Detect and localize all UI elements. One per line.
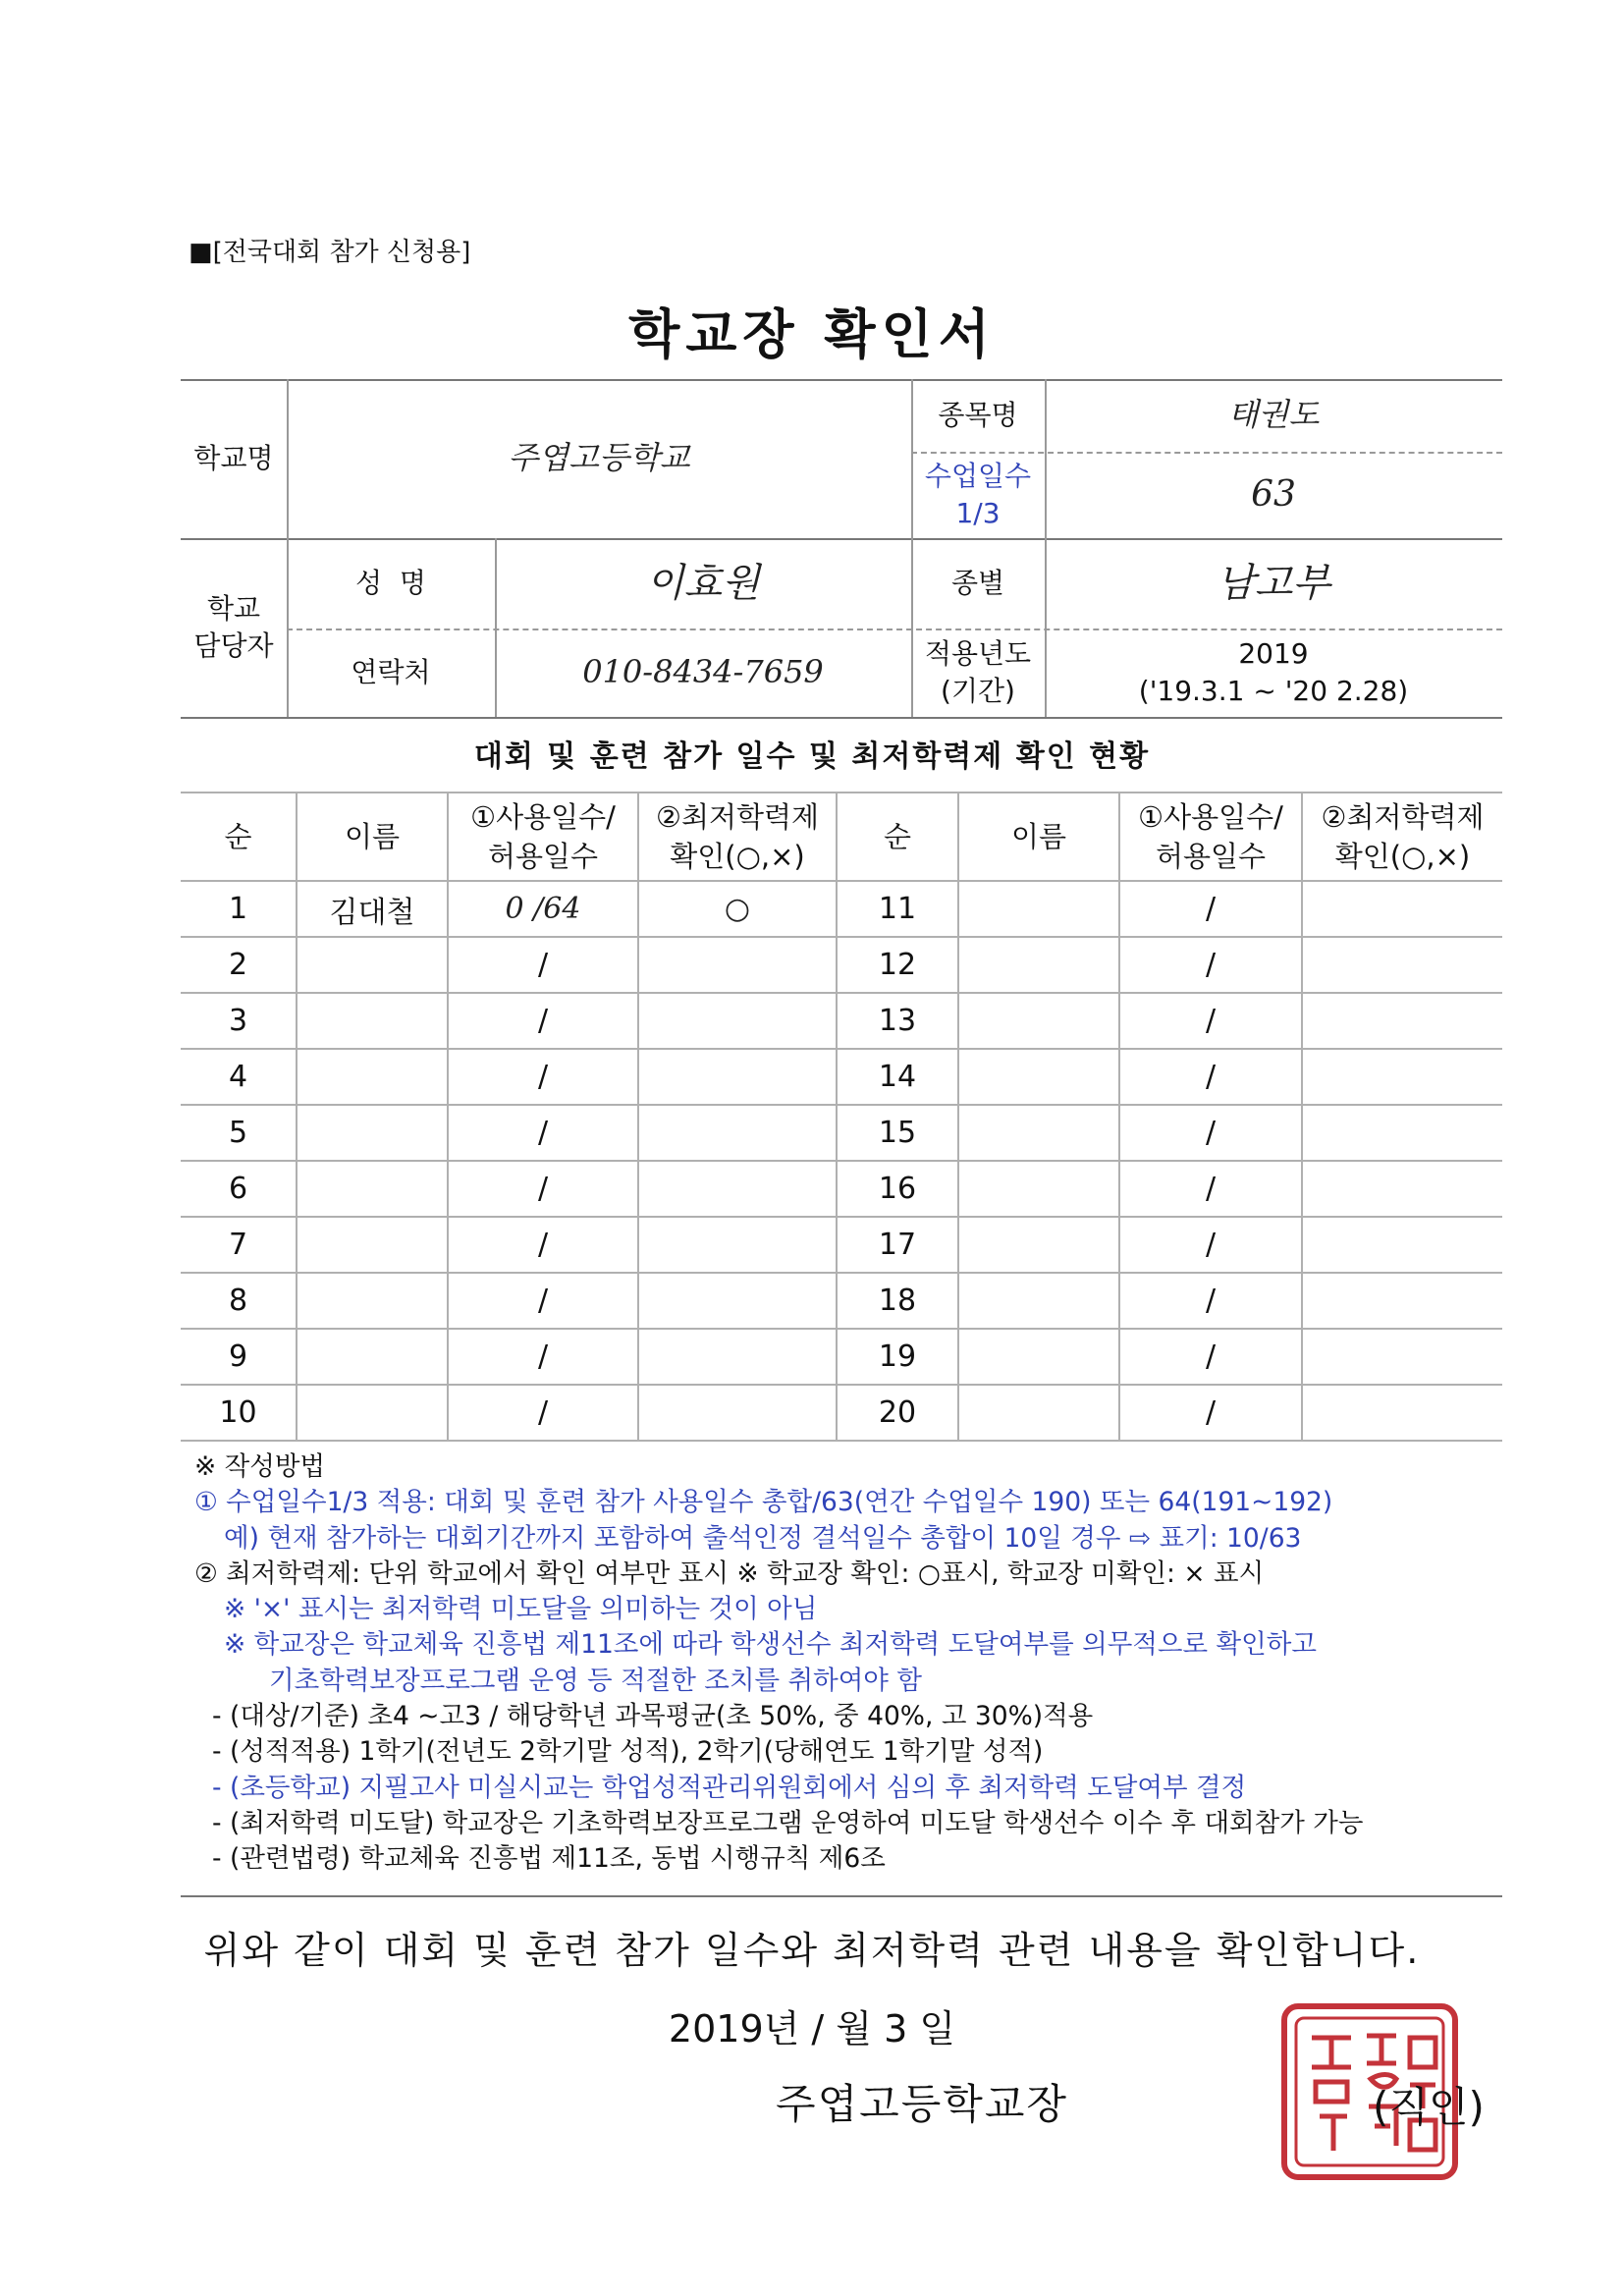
row-check [1302, 1385, 1502, 1441]
row-no: 3 [181, 993, 297, 1049]
col-name-2: 이름 [958, 793, 1119, 881]
col-no: 순 [181, 793, 297, 881]
row-check [638, 937, 837, 993]
row-name [297, 1385, 448, 1441]
seal-label: (직인) [1373, 2083, 1485, 2131]
row-no: 14 [837, 1049, 958, 1105]
row-no: 2 [181, 937, 297, 993]
phone-value: 010-8434-7659 [582, 653, 824, 691]
table-row [181, 881, 1502, 937]
row-days: / [448, 1049, 638, 1105]
category-value: 남고부 [1217, 561, 1330, 606]
row-days: / [1119, 1329, 1302, 1385]
row-name [958, 937, 1119, 993]
row-days: / [448, 1329, 638, 1385]
info-table [181, 379, 1502, 717]
table-row [181, 1161, 1502, 1217]
row-check [638, 1105, 837, 1161]
row-name [297, 937, 448, 993]
instruction-line: ② 최저학력제: 단위 학교에서 확인 여부만 표시 ※ 학교장 확인: ○표시, 학교장 미확인: × 표시 [194, 1558, 1265, 1589]
table-header-row [181, 793, 1502, 881]
row-name [297, 1161, 448, 1217]
row-days: / [448, 1105, 638, 1161]
sport-label: 종목명 [938, 399, 1018, 432]
row-days: / [448, 1217, 638, 1273]
row-name [297, 1273, 448, 1329]
instruction-line: ※ 작성방법 [194, 1451, 326, 1482]
row-days: / [448, 1161, 638, 1217]
row-no: 12 [837, 937, 958, 993]
row-days: / [448, 1385, 638, 1441]
table-row [181, 993, 1502, 1049]
row-check [1302, 1329, 1502, 1385]
name-value: 이효원 [646, 561, 760, 606]
table-row [181, 1049, 1502, 1105]
row-no: 6 [181, 1161, 297, 1217]
row-no: 5 [181, 1105, 297, 1161]
row-check [638, 1273, 837, 1329]
row-no: 19 [837, 1329, 958, 1385]
row-name [958, 881, 1119, 937]
row-days: / [448, 937, 638, 993]
school-name-label: 학교명 [193, 442, 274, 475]
row-days: / [1119, 1273, 1302, 1329]
row-no: 11 [837, 881, 958, 937]
row-days: / [1119, 1217, 1302, 1273]
row-check [1302, 1217, 1502, 1273]
row-days: / [448, 993, 638, 1049]
row-days: / [1119, 1105, 1302, 1161]
row-name [297, 1105, 448, 1161]
row-name [297, 1329, 448, 1385]
instruction-line: ※ 학교장은 학교체육 진흥법 제11조에 따라 학생선수 최저학력 도달여부를 의무적으로 확인하고 [224, 1629, 1317, 1661]
page-title: 학교장 확인서 [628, 303, 996, 365]
date: 2019년 / 월 3 일 [668, 2007, 956, 2050]
row-name [297, 1049, 448, 1105]
row-no: 1 [181, 881, 297, 937]
row-no: 10 [181, 1385, 297, 1441]
col-no-2: 순 [837, 793, 958, 881]
row-no: 17 [837, 1217, 958, 1273]
col-name: 이름 [297, 793, 448, 881]
row-check: ○ [638, 881, 837, 937]
principal-name: 주엽고등학교장 [776, 2080, 1069, 2128]
table-row [181, 1217, 1502, 1273]
instruction-line: - (대상/기준) 초4 ~고3 / 해당학년 과목평균(초 50%, 중 40%, 고 30%)적용 [212, 1701, 1094, 1732]
row-days: / [1119, 1161, 1302, 1217]
row-check [1302, 1161, 1502, 1217]
row-name [958, 1217, 1119, 1273]
row-no: 15 [837, 1105, 958, 1161]
category-label: 종별 [950, 567, 1005, 600]
participation-table [181, 792, 1502, 1442]
phone-label: 연락처 [351, 656, 431, 689]
contact-person-label: 학교 담당자 [193, 592, 274, 662]
name-label: 성 명 [355, 567, 426, 600]
row-name [297, 993, 448, 1049]
row-no: 8 [181, 1273, 297, 1329]
sport-value: 태권도 [1227, 396, 1320, 434]
document-tag: ■[전국대회 참가 신청용] [189, 238, 471, 267]
row-no: 13 [837, 993, 958, 1049]
row-name [958, 1049, 1119, 1105]
row-name [958, 1105, 1119, 1161]
instruction-line: 기초학력보장프로그램 운영 등 적절한 조치를 취하여야 함 [269, 1665, 922, 1696]
row-check [1302, 993, 1502, 1049]
row-name [958, 1329, 1119, 1385]
row-check [1302, 881, 1502, 937]
table-row [181, 1329, 1502, 1385]
apply-year-label: 적용년도 (기간) [924, 637, 1032, 707]
row-name [958, 1161, 1119, 1217]
row-days: / [1119, 881, 1302, 937]
table-row [181, 1273, 1502, 1329]
row-name [958, 1385, 1119, 1441]
school-name-value: 주엽고등학교 [508, 439, 690, 477]
row-check [638, 1217, 837, 1273]
row-days: 0 /64 [448, 881, 638, 937]
row-check [638, 993, 837, 1049]
instruction-line: 예) 현재 참가하는 대회기간까지 포함하여 출석인정 결석일수 총합이 10일 경우 ⇨ 표기: 10/63 [224, 1522, 1302, 1554]
class-days-value: 63 [1251, 473, 1296, 515]
row-no: 16 [837, 1161, 958, 1217]
col-check: ②최저학력제 확인(○,×) [638, 793, 837, 881]
row-name: 김대철 [297, 881, 448, 937]
row-name [297, 1217, 448, 1273]
row-check [638, 1329, 837, 1385]
row-check [1302, 1049, 1502, 1105]
table-row [181, 1385, 1502, 1441]
row-days: / [448, 1273, 638, 1329]
instruction-line: - (성적적용) 1학기(전년도 2학기말 성적), 2학기(당해연도 1학기말 성적) [212, 1736, 1044, 1768]
confirmation-text: 위와 같이 대회 및 훈련 참가 일수와 최저학력 관련 내용을 확인합니다. [203, 1929, 1421, 1972]
row-check [1302, 1273, 1502, 1329]
row-no: 7 [181, 1217, 297, 1273]
row-check [638, 1385, 837, 1441]
col-days: ①사용일수/ 허용일수 [448, 793, 638, 881]
row-days: / [1119, 1049, 1302, 1105]
writing-instructions [194, 1449, 1510, 1878]
instruction-line: ※ '×' 표시는 최저학력 미도달을 의미하는 것이 아님 [224, 1594, 818, 1625]
row-name [958, 1273, 1119, 1329]
instruction-line: - (관련법령) 학교체육 진흥법 제11조, 동법 시행규칙 제6조 [212, 1843, 886, 1875]
section-title: 대회 및 훈련 참가 일수 및 최저학력제 확인 현황 [473, 739, 1151, 774]
apply-year-value: 2019 ('19.3.1 ~ '20 2.28) [1138, 637, 1409, 707]
row-no: 18 [837, 1273, 958, 1329]
row-days: / [1119, 993, 1302, 1049]
row-check [1302, 937, 1502, 993]
row-no: 4 [181, 1049, 297, 1105]
table-row [181, 937, 1502, 993]
row-check [1302, 1105, 1502, 1161]
row-check [638, 1161, 837, 1217]
row-name [958, 993, 1119, 1049]
col-check-2: ②최저학력제 확인(○,×) [1302, 793, 1502, 881]
row-days: / [1119, 1385, 1302, 1441]
row-days: / [1119, 937, 1302, 993]
table-row [181, 1105, 1502, 1161]
instruction-line: ① 수업일수1/3 적용: 대회 및 훈련 참가 사용일수 총합/63(연간 수업일수 190) 또는 64(191~192) [194, 1487, 1333, 1518]
instruction-line: - (최저학력 미도달) 학교장은 기초학력보장프로그램 운영하여 미도달 학생선수 이수 후 대회참가 가능 [212, 1807, 1364, 1838]
row-no: 9 [181, 1329, 297, 1385]
row-check [638, 1049, 837, 1105]
col-days-2: ①사용일수/ 허용일수 [1119, 793, 1302, 881]
row-no: 20 [837, 1385, 958, 1441]
divider [181, 1895, 1502, 1897]
class-days-label: 수업일수 1/3 [924, 460, 1032, 529]
instruction-line: - (초등학교) 지필고사 미실시교는 학업성적관리위원회에서 심의 후 최저학력 도달여부 결정 [212, 1772, 1247, 1803]
